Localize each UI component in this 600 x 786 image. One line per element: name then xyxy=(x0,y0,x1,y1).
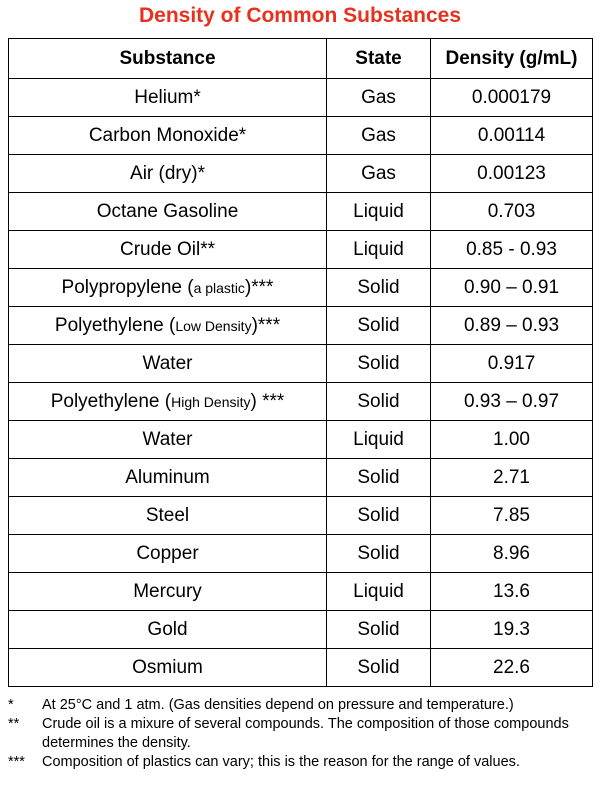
density-cell: 1.00 xyxy=(431,421,593,459)
state-cell: Solid xyxy=(327,459,431,497)
footnote-text: Composition of plastics can vary; this is the reason for the range of values. xyxy=(42,754,520,770)
substance-cell xyxy=(9,269,327,307)
substance-cell: Aluminum xyxy=(9,459,327,497)
state-cell: Liquid xyxy=(327,573,431,611)
table-row xyxy=(9,649,593,687)
substance-cell: Copper xyxy=(9,535,327,573)
density-cell: 7.85 xyxy=(431,497,593,535)
substance-suffix: )*** xyxy=(251,314,281,336)
footnote-mark: *** xyxy=(8,754,25,770)
state-cell: Liquid xyxy=(327,421,431,459)
state-cell: Solid xyxy=(327,611,431,649)
substance-suffix: ) *** xyxy=(250,390,285,412)
substance-qualifier: Low Density xyxy=(175,317,252,334)
density-cell: 0.89 – 0.93 xyxy=(431,307,593,345)
table-row xyxy=(9,573,593,611)
state-cell: Solid xyxy=(327,269,431,307)
density-cell: 8.96 xyxy=(431,535,593,573)
table-row xyxy=(9,421,593,459)
header-substance: Substance xyxy=(9,39,327,79)
table-row xyxy=(9,117,593,155)
state-cell: Gas xyxy=(327,79,431,117)
footnote xyxy=(8,696,592,715)
substance-name: Polyethylene ( xyxy=(54,314,176,336)
table-row xyxy=(9,611,593,649)
footnote-mark: * xyxy=(8,697,14,713)
header-density: Density (g/mL) xyxy=(431,39,593,79)
substance-cell xyxy=(9,383,327,421)
substance-cell: Water xyxy=(9,345,327,383)
state-cell: Gas xyxy=(327,117,431,155)
table-row xyxy=(9,383,593,421)
substance-cell: Osmium xyxy=(9,649,327,687)
density-cell: 2.71 xyxy=(431,459,593,497)
substance-cell: Carbon Monoxide* xyxy=(9,117,327,155)
density-cell: 0.917 xyxy=(431,345,593,383)
table-row xyxy=(9,307,593,345)
substance-cell: Helium* xyxy=(9,79,327,117)
density-cell: 0.000179 xyxy=(431,79,593,117)
footnote xyxy=(8,753,592,772)
footnote-mark: ** xyxy=(8,716,20,732)
table-row xyxy=(9,231,593,269)
substance-cell: Steel xyxy=(9,497,327,535)
footnotes xyxy=(8,696,592,772)
density-cell: 13.6 xyxy=(431,573,593,611)
substance-cell: Water xyxy=(9,421,327,459)
density-cell: 0.85 - 0.93 xyxy=(431,231,593,269)
state-cell: Liquid xyxy=(327,193,431,231)
page-title: Density of Common Substances xyxy=(138,4,462,27)
state-cell: Solid xyxy=(327,307,431,345)
footnote-text: Crude oil is a mixure of several compounds. The composition of those compounds determines the density. xyxy=(42,716,569,751)
density-cell: 19.3 xyxy=(431,611,593,649)
header-state: State xyxy=(327,39,431,79)
table-header-row xyxy=(9,39,593,79)
density-cell: 22.6 xyxy=(431,649,593,687)
density-cell: 0.90 – 0.91 xyxy=(431,269,593,307)
table-row xyxy=(9,193,593,231)
table-row xyxy=(9,535,593,573)
substance-name: Polyethylene ( xyxy=(50,390,172,412)
substance-cell: Crude Oil** xyxy=(9,231,327,269)
substance-qualifier: a plastic xyxy=(193,279,245,296)
state-cell: Gas xyxy=(327,155,431,193)
state-cell: Solid xyxy=(327,535,431,573)
substance-cell: Gold xyxy=(9,611,327,649)
substance-cell xyxy=(9,307,327,345)
density-table xyxy=(8,38,593,687)
table-row xyxy=(9,269,593,307)
substance-name: Polypropylene ( xyxy=(61,276,194,298)
state-cell: Liquid xyxy=(327,231,431,269)
footnote-text: At 25°C and 1 atm. (Gas densities depend on pressure and temperature.) xyxy=(42,697,514,713)
substance-cell: Octane Gasoline xyxy=(9,193,327,231)
state-cell: Solid xyxy=(327,383,431,421)
state-cell: Solid xyxy=(327,649,431,687)
substance-suffix: )*** xyxy=(244,276,274,298)
table-row xyxy=(9,497,593,535)
footnote xyxy=(8,715,592,753)
density-cell: 0.93 – 0.97 xyxy=(431,383,593,421)
substance-cell: Mercury xyxy=(9,573,327,611)
table-row xyxy=(9,79,593,117)
table-row xyxy=(9,155,593,193)
substance-cell: Air (dry)* xyxy=(9,155,327,193)
density-cell: 0.703 xyxy=(431,193,593,231)
table-row xyxy=(9,345,593,383)
table-row xyxy=(9,459,593,497)
density-cell: 0.00123 xyxy=(431,155,593,193)
substance-qualifier: High Density xyxy=(171,393,251,410)
state-cell: Solid xyxy=(327,345,431,383)
density-cell: 0.00114 xyxy=(431,117,593,155)
state-cell: Solid xyxy=(327,497,431,535)
